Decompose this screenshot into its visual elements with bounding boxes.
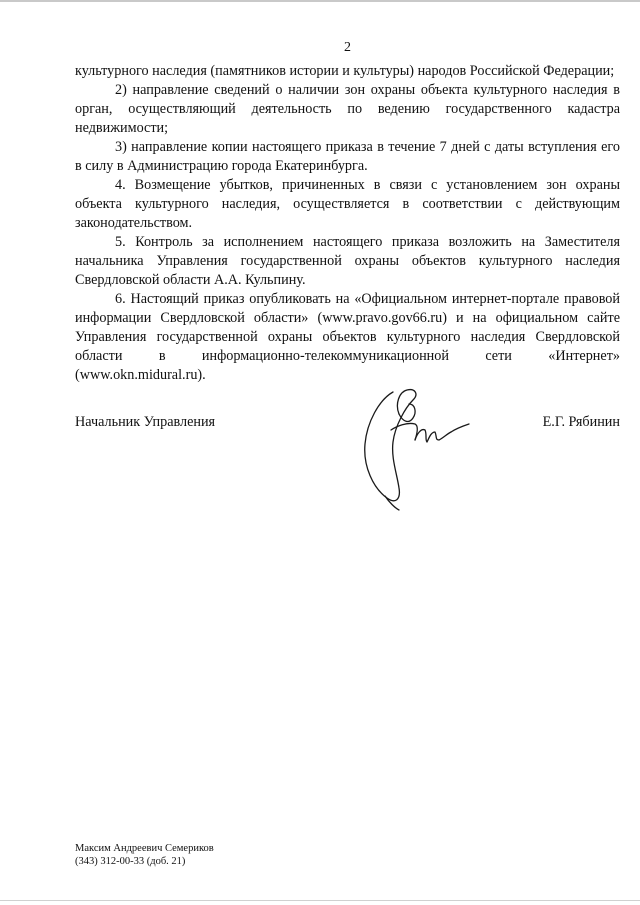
signatory-position: Начальник Управления xyxy=(75,414,216,430)
signatory-name: Е.Г. Рябинин xyxy=(542,414,620,430)
paragraph-continuation: культурного наследия (памятников истории и культуры) народов Российской Федерации; xyxy=(75,63,615,79)
executor-footer xyxy=(75,842,214,868)
paragraph-point-4: 4. Возмещение убытков, причиненных в связи с установлением зон охраны объекта культурного наследия, осуществляется в соответствии с действующим законодательством. xyxy=(75,177,620,231)
paragraph-item-3: 3) направление копии настоящего приказа в течение 7 дней с даты вступления его в силу в Администрацию города Екатеринбурга. xyxy=(75,139,620,174)
handwritten-signature xyxy=(355,378,475,513)
paragraph-item-2: 2) направление сведений о наличии зон охраны объекта культурного наследия в орган, осуществляющий деятельность по ведению государственного кадастра недвижимости; xyxy=(75,82,620,136)
top-scan-edge xyxy=(0,0,640,2)
paragraph-point-6: 6. Настоящий приказ опубликовать на «Официальном интернет-портале правовой информации Свердловской области» (www.pravo.gov66.ru) и на официальном сайте Управления государственной охраны объектов культурного наследия Свердловской области в информационно-телекоммуникационной сети «Интернет» (www.okn.midural.ru). xyxy=(75,291,620,383)
paragraph-point-5: 5. Контроль за исполнением настоящего приказа возложить на Заместителя начальника Управления государственной охраны объектов культурного наследия Свердловской области А.А. Кульпину. xyxy=(75,234,620,288)
bottom-scan-edge xyxy=(0,900,640,901)
page-number: 2 xyxy=(344,40,351,55)
document-body xyxy=(75,62,620,385)
executor-phone: (343) 312-00-33 (доб. 21) xyxy=(75,856,186,867)
signature-block xyxy=(75,414,620,438)
executor-name: Максим Андреевич Семериков xyxy=(75,843,214,854)
